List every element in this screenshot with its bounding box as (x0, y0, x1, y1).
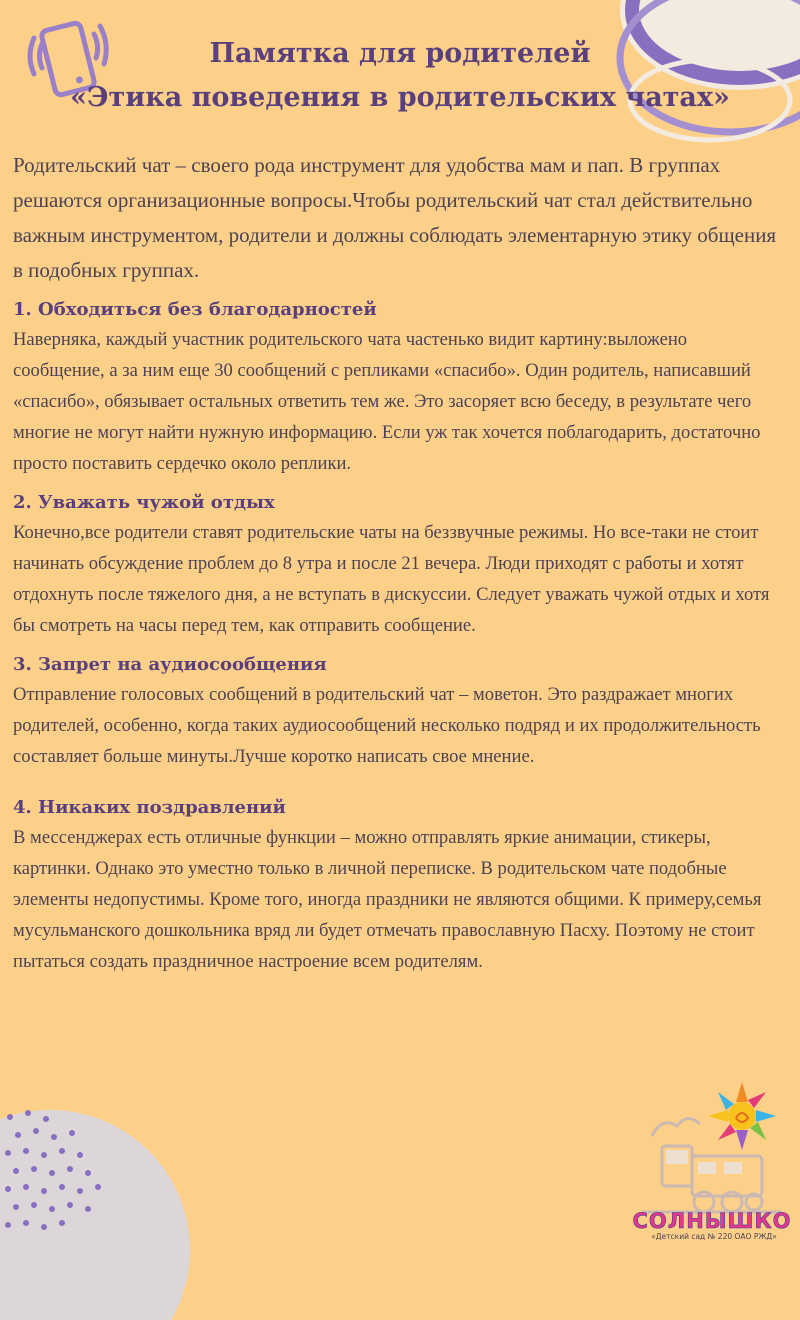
section-3 (13, 651, 778, 772)
intro-paragraph: Родительский чат – своего рода инструмент для удобства мам и пап. В группах решаются организационные вопросы.Чтобы родительский чат стал действительно важным инструментом, родители и должны соблюдать элементарную этику общения в подобных группах. (13, 153, 777, 282)
section-heading: 2. Уважать чужой отдых (13, 492, 275, 513)
section-text: Конечно,все родители ставят родительские чаты на беззвучные режимы. Но все-таки не стоит начинать обсуждение проблем до 8 утра и после 21 вечера. Люди приходят с работы и хотят отдохнуть после тяжелого дня, а не вступать в дискуссии. Следует уважать чужой отдых и хотя бы смотреть на часы перед тем, как отправить сообщение. (13, 522, 770, 636)
section-1 (13, 296, 778, 479)
logo-caption: «Детский сад № 220 ОАО РЖД» (651, 1232, 777, 1240)
section-2 (13, 489, 778, 641)
section-heading: 3. Запрет на аудиосообщения (13, 654, 327, 675)
section-heading: 1. Обходиться без благодарностей (13, 299, 377, 320)
dots-decor (0, 1105, 150, 1240)
section-text: Отправление голосовых сообщений в родительский чат – моветон. Это раздражает многих родителей, особенно, когда таких аудиосообщений несколько подряд и их продолжительность составляет больше минуты.Лучше коротко написать свое мнение. (13, 684, 761, 767)
memo-body (13, 148, 778, 987)
title-line-2: «Этика поведения в родительских чатах» (70, 82, 730, 113)
page-title (40, 32, 760, 120)
logo-name: СОЛНЫШКО (632, 1209, 792, 1233)
train-logo (632, 1076, 792, 1240)
section-text: Наверняка, каждый участник родительского чата частенько видит картину:выложено сообщение, а за ним еще 30 сообщений с репликами «спасибо». Один родитель, написавший «спасибо», обязывает остальных ответить тем же. Это засоряет всю беседу, в результате чего многие не могут найти нужную информацию. Если уж так хочется поблагодарить, достаточно просто поставить сердечко около реплики. (13, 329, 761, 474)
section-4 (13, 794, 778, 977)
title-line-1: Памятка для родителей (209, 38, 591, 69)
section-heading: 4. Никаких поздравлений (13, 797, 286, 818)
section-text: В мессенджерах есть отличные функции – можно отправлять яркие анимации, стикеры, картинки. Однако это уместно только в личной переписке. В родительском чате подобные элементы недопустимы. Кроме того, иногда праздники не являются общими. К примеру,семья мусульманского дошкольника вряд ли будет отмечать православную Пасху. Поэтому не стоит пытаться создать праздничное настроение всем родителям. (13, 827, 762, 972)
